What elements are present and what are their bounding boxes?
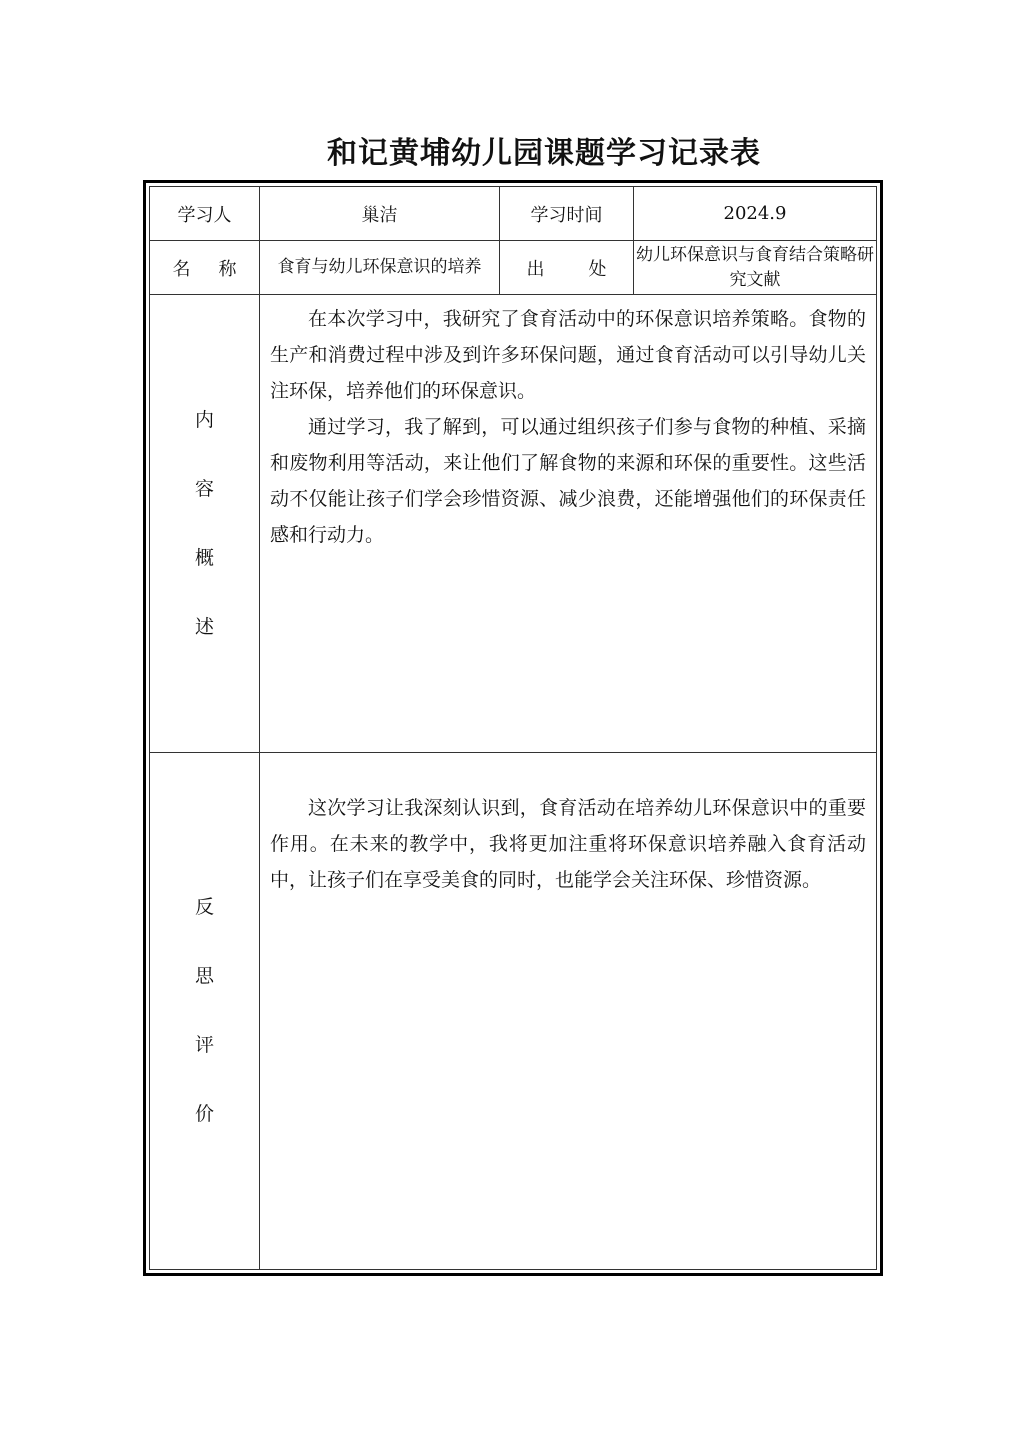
record-table-frame <box>143 180 883 1276</box>
content-summary-text <box>260 295 877 753</box>
source-label: 出 处 <box>500 241 634 295</box>
content-paragraph: 在本次学习中，我研究了食育活动中的环保意识培养策略。食物的生产和消费过程中涉及到许多环保问题，通过食育活动可以引导幼儿关注环保，培养他们的环保意识。 <box>270 308 866 402</box>
table-row <box>150 187 877 241</box>
source-value: 幼儿环保意识与食育结合策略研究文献 <box>634 241 877 295</box>
table-row <box>150 295 877 753</box>
reflection-label: 反 思 评 价 <box>150 753 260 1270</box>
study-time-value: 2024.9 <box>634 187 877 241</box>
learner-value: 巢洁 <box>260 187 500 241</box>
table-row <box>150 753 877 1270</box>
learner-label: 学习人 <box>150 187 260 241</box>
record-table <box>149 186 877 1270</box>
topic-name-label: 名 称 <box>150 241 260 295</box>
table-row <box>150 241 877 295</box>
reflection-paragraph: 这次学习让我深刻认识到，食育活动在培养幼儿环保意识中的重要作用。在未来的教学中，我将更加注重将环保意识培养融入食育活动中，让孩子们在享受美食的同时，也能学会关注环保、珍惜资源。 <box>270 797 866 891</box>
content-paragraph: 通过学习，我了解到，可以通过组织孩子们参与食物的种植、采摘和废物利用等活动，来让他们了解食物的来源和环保的重要性。这些活动不仅能让孩子们学会珍惜资源、减少浪费，还能增强他们的环保责任感和行动力。 <box>270 416 866 546</box>
study-time-label: 学习时间 <box>500 187 634 241</box>
topic-name-value: 食育与幼儿环保意识的培养 <box>260 241 500 295</box>
content-summary-label: 内 容 概 述 <box>150 295 260 753</box>
page-title: 和记黄埔幼儿园课题学习记录表 <box>327 136 761 171</box>
reflection-text <box>260 753 877 1270</box>
